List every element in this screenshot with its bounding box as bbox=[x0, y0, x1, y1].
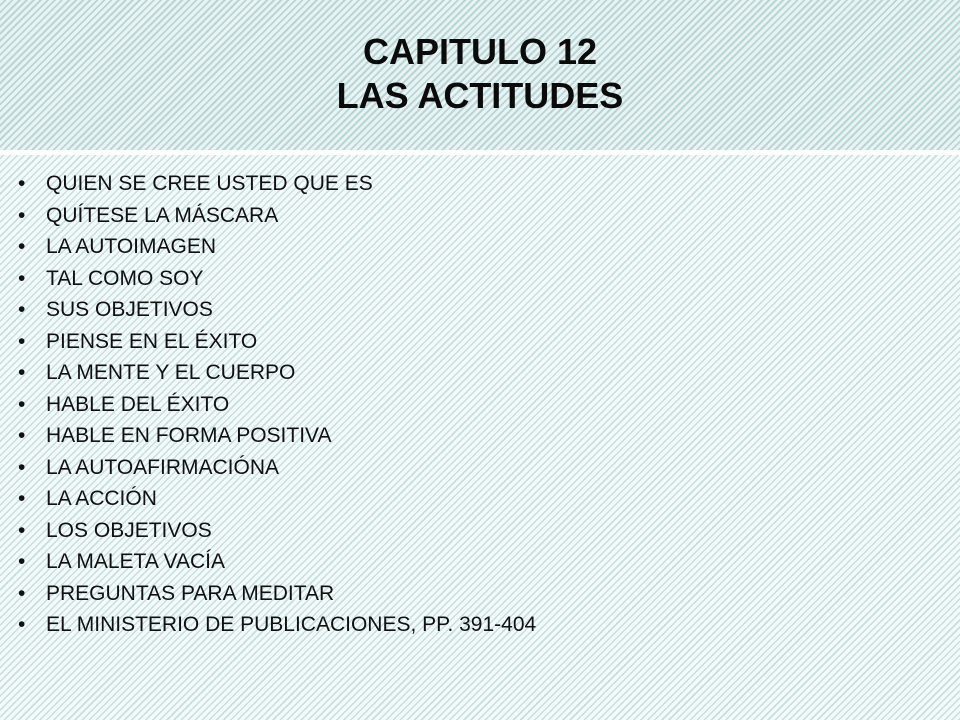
list-item bbox=[18, 420, 536, 452]
list-item bbox=[18, 168, 536, 200]
list-item-label: LA MENTE Y EL CUERPO bbox=[46, 361, 296, 384]
bullet-icon: • bbox=[18, 424, 26, 447]
list-item-label: QUIEN SE CREE USTED QUE ES bbox=[46, 172, 373, 195]
bullet-icon: • bbox=[18, 550, 26, 573]
list-item-label: PIENSE EN EL ÉXITO bbox=[46, 329, 258, 353]
bullet-icon: • bbox=[18, 266, 26, 290]
list-item-label: PREGUNTAS PARA MEDITAR bbox=[46, 581, 335, 605]
list-item bbox=[18, 609, 536, 641]
list-item-label: LA AUTOIMAGEN bbox=[46, 235, 216, 258]
bullet-icon: • bbox=[18, 392, 26, 416]
bullet-icon: • bbox=[18, 361, 26, 384]
bullet-icon: • bbox=[18, 487, 26, 510]
list-item bbox=[18, 389, 536, 421]
list-item-label: LA ACCIÓN bbox=[46, 487, 157, 510]
bullet-icon: • bbox=[18, 581, 26, 605]
list-item bbox=[18, 200, 536, 232]
list-item-label: TAL COMO SOY bbox=[46, 266, 204, 290]
bullet-icon: • bbox=[18, 235, 26, 258]
list-item-label: LA MALETA VACÍA bbox=[46, 550, 225, 573]
title-line-topic: LAS ACTITUDES bbox=[336, 75, 624, 116]
list-item-label: HABLE DEL ÉXITO bbox=[46, 392, 230, 416]
list-item-label: SUS OBJETIVOS bbox=[46, 298, 213, 321]
list-item-label: LOS OBJETIVOS bbox=[46, 518, 212, 542]
list-item bbox=[18, 357, 536, 389]
bullet-icon: • bbox=[18, 329, 26, 353]
slide-title bbox=[0, 30, 960, 118]
bullet-icon: • bbox=[18, 203, 26, 227]
title-line-chapter: CAPITULO 12 bbox=[362, 31, 598, 72]
list-item bbox=[18, 452, 536, 484]
list-item bbox=[18, 326, 536, 358]
list-item bbox=[18, 231, 536, 263]
list-item bbox=[18, 546, 536, 578]
list-item bbox=[18, 263, 536, 295]
list-item bbox=[18, 294, 536, 326]
list-item-label: HABLE EN FORMA POSITIVA bbox=[46, 424, 332, 447]
list-item bbox=[18, 515, 536, 547]
list-item-label: EL MINISTERIO DE PUBLICACIONES, PP. 391-404 bbox=[46, 613, 537, 636]
list-item bbox=[18, 483, 536, 515]
bullet-icon: • bbox=[18, 455, 26, 479]
bullet-icon: • bbox=[18, 518, 26, 542]
list-item bbox=[18, 578, 536, 610]
list-item-label: LA AUTOAFIRMACIÓNA bbox=[46, 455, 279, 479]
list-item-label: QUÍTESE LA MÁSCARA bbox=[46, 203, 279, 227]
topic-list bbox=[18, 168, 536, 641]
bullet-icon: • bbox=[18, 613, 26, 636]
bullet-icon: • bbox=[18, 172, 26, 195]
bullet-icon: • bbox=[18, 298, 26, 321]
title-separator bbox=[0, 150, 960, 155]
